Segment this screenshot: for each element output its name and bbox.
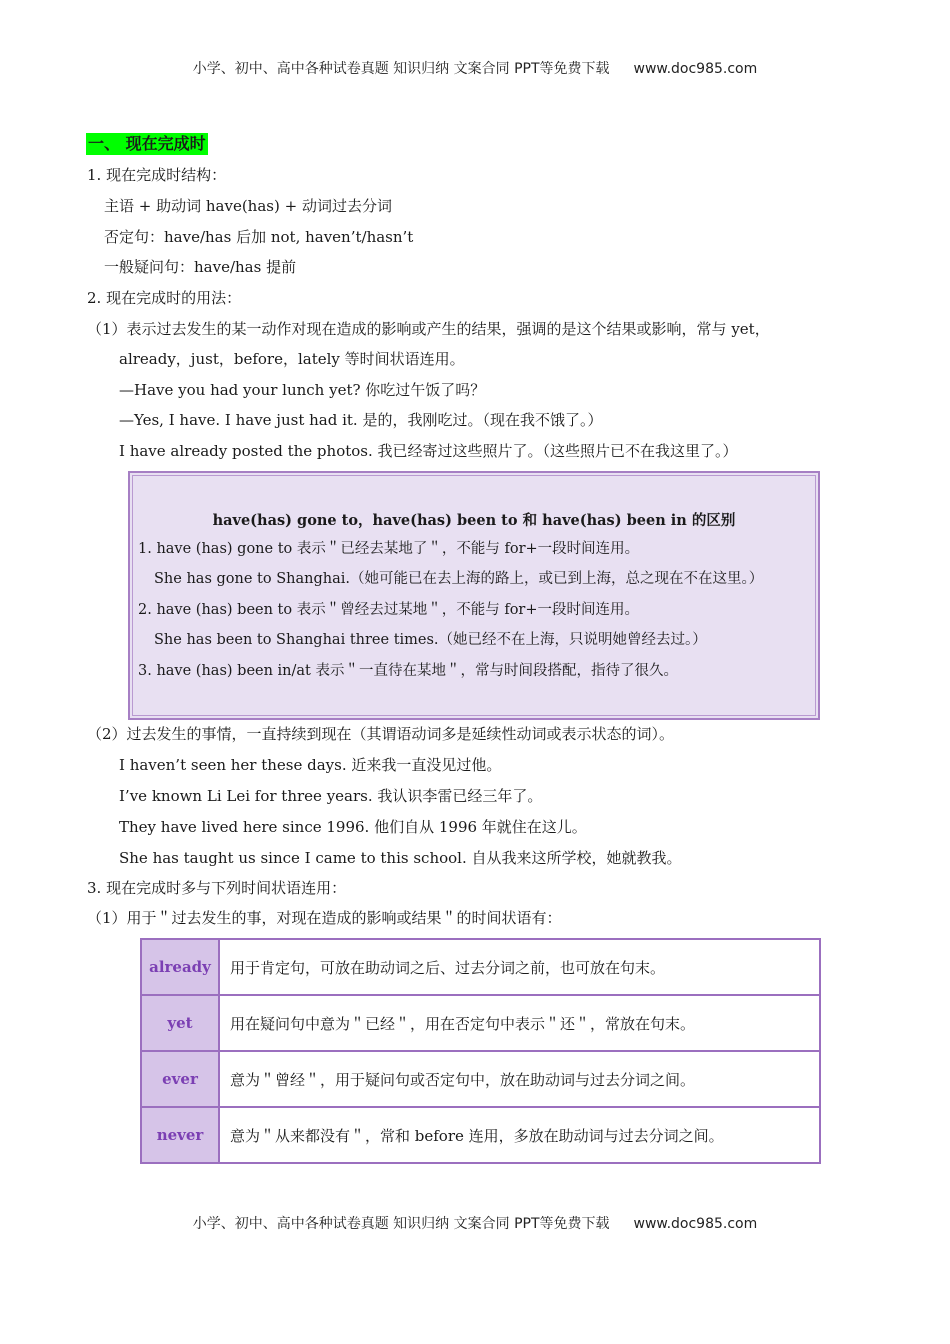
table-row [141, 1051, 820, 1107]
adverb-desc: 用于肯定句，可放在助动词之后、过去分词之前，也可放在句末。 [219, 939, 820, 995]
usage-example: I have already posted the photos. 我已经寄过这些照片了。（这些照片已不在我这里了。） [119, 442, 738, 460]
table-row [141, 939, 820, 995]
comparison-box-title: have(has) gone to，have(has) been to 和 have(has) been in 的区别 [212, 512, 736, 529]
table-row [141, 995, 820, 1051]
page-footer [0, 1213, 950, 1233]
structure-heading: 1. 现在完成时结构： [87, 166, 227, 184]
comparison-example: She has been to Shanghai three times.（她已经不在上海，只说明她曾经去过。） [154, 632, 707, 648]
adverb-desc: 意为＂从来都没有＂，常和 before 连用，多放在助动词与过去分词之间。 [219, 1107, 820, 1163]
usage-p1-line1: （1）表示过去发生的某一动作对现在造成的影响或产生的结果，强调的是这个结果或影响，常与 yet， [87, 320, 770, 338]
usage-example: —Have you had your lunch yet? 你吃过午饭了吗？ [119, 381, 486, 399]
structure-line: 一般疑问句：have/has 提前 [104, 258, 297, 276]
usage-heading: 2. 现在完成时的用法： [87, 289, 242, 307]
adverb-word: yet [141, 995, 219, 1051]
adverb-word: already [141, 939, 219, 995]
footer-url[interactable]: www.doc985.com [633, 1216, 758, 1232]
adverb-desc: 意为＂曾经＂，用于疑问句或否定句中，放在助动词与过去分词之间。 [219, 1051, 820, 1107]
header-url[interactable]: www.doc985.com [633, 61, 758, 77]
header-text: 小学、初中、高中各种试卷真题 知识归纳 文案合同 PPT等免费下载 [192, 61, 610, 77]
usage-p2-line: （2）过去发生的事情，一直持续到现在（其谓语动词多是延续性动词或表示状态的词）。 [87, 725, 675, 743]
adverb-desc: 用在疑问句中意为＂已经＂，用在否定句中表示＂还＂，常放在句末。 [219, 995, 820, 1051]
usage-example: I’ve known Li Lei for three years. 我认识李雷已经三年了。 [119, 787, 543, 805]
adverb-word: never [141, 1107, 219, 1163]
page-header [0, 58, 950, 78]
adverbials-heading: 3. 现在完成时多与下列时间状语连用： [87, 879, 347, 897]
comparison-box [128, 471, 820, 720]
adverb-word: ever [141, 1051, 219, 1107]
comparison-example: She has gone to Shanghai.（她可能已在去上海的路上，或已到上海，总之现在不在这里。） [154, 571, 764, 587]
usage-example: —Yes, I have. I have just had it. 是的，我刚吃过。（现在我不饿了。） [119, 411, 603, 429]
usage-example: I haven’t seen her these days. 近来我一直没见过他。 [119, 756, 502, 774]
usage-example: They have lived here since 1996. 他们自从 1996 年就住在这儿。 [119, 818, 587, 836]
section-title: 一、 现在完成时 [88, 134, 206, 153]
table-row [141, 1107, 820, 1163]
structure-line: 主语 + 助动词 have(has) + 动词过去分词 [104, 197, 392, 215]
comparison-item: 1. have (has) gone to 表示＂已经去某地了＂，不能与 for+一段时间连用。 [138, 541, 640, 557]
usage-example: She has taught us since I came to this school. 自从我来这所学校，她就教我。 [119, 849, 682, 867]
adverbials-sub: （1）用于＂过去发生的事，对现在造成的影响或结果＂的时间状语有： [87, 909, 562, 927]
footer-text: 小学、初中、高中各种试卷真题 知识归纳 文案合同 PPT等免费下载 [192, 1216, 610, 1232]
comparison-item: 2. have (has) been to 表示＂曾经去过某地＂，不能与 for+一段时间连用。 [138, 602, 639, 618]
comparison-item: 3. have (has) been in/at 表示＂一直待在某地＂，常与时间段搭配，指待了很久。 [138, 663, 678, 679]
structure-line: 否定句：have/has 后加 not, haven’t/hasn’t [104, 228, 414, 246]
usage-p1-line2: already，just，before，lately 等时间状语连用。 [119, 350, 465, 368]
adverbials-table [140, 938, 821, 1164]
